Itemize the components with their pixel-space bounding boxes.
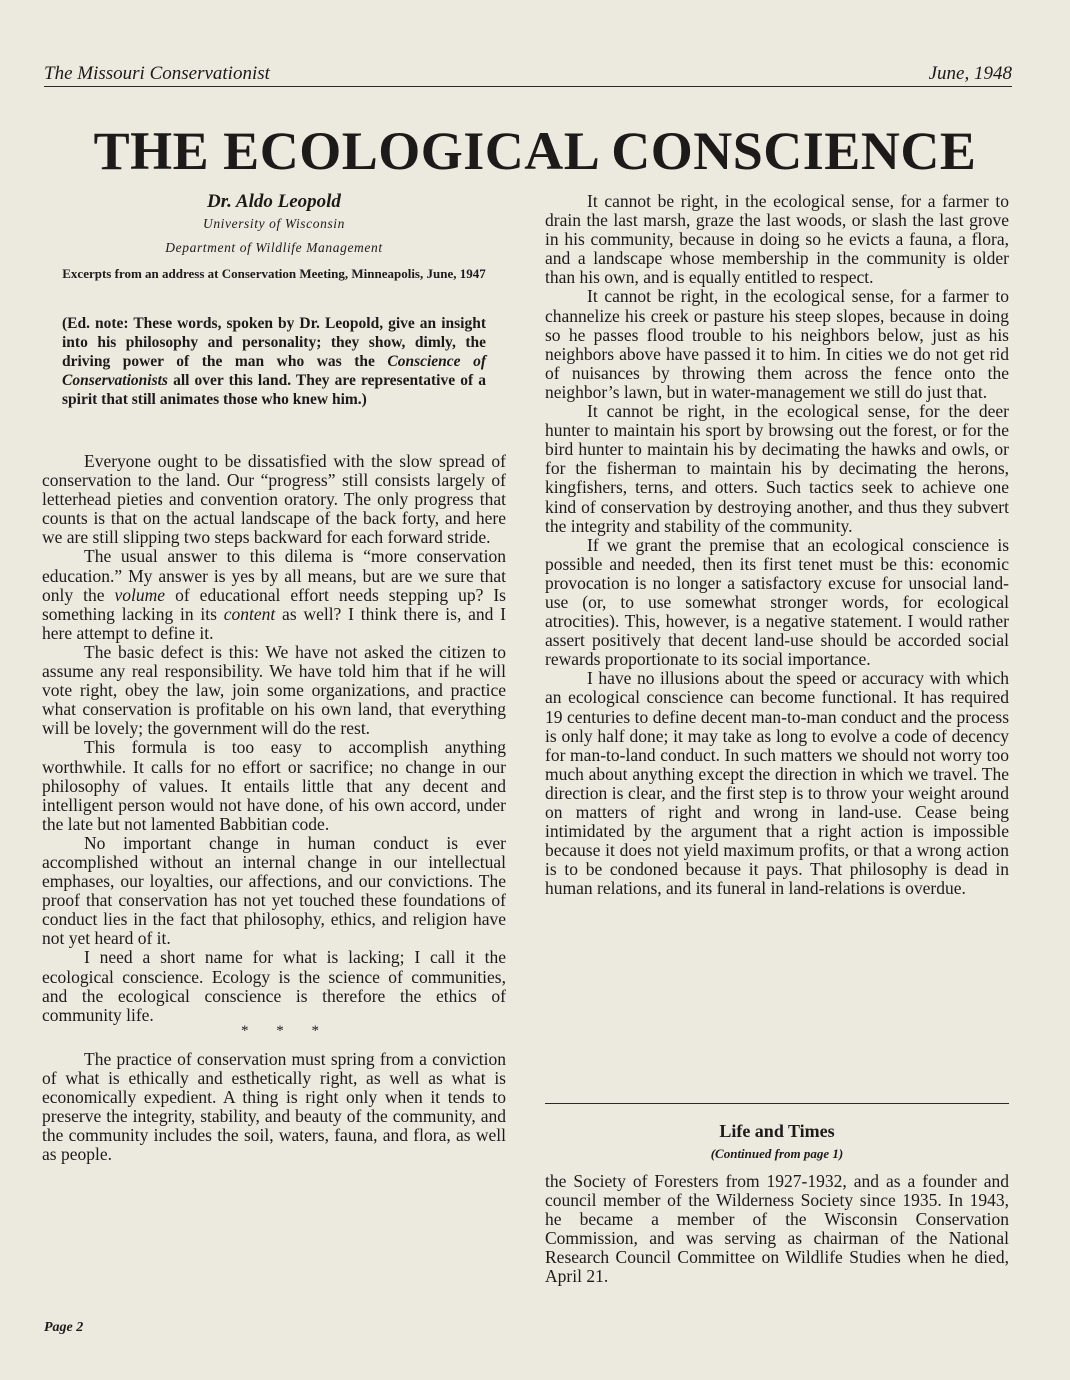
paragraph [42, 547, 506, 642]
byline [42, 190, 506, 282]
paragraph: This formula is too easy to accomplish anything worthwhile. It calls for no effort or sacrifice; no change in our philosophy of values. It entails little that any decent and intelligent person would not have done, of his own accord, under the late but not lamented Babbitian code. [42, 737, 506, 834]
paragraph: the Society of Foresters from 1927-1932, and as a founder and council member of the Wilderness Society since 1935. In 1943, he became a member of the Wisconsin Conservation Commission, and was serving as chairman of the National Research Council Committee on Wildlife Studies when he died, April 21. [545, 1171, 1009, 1287]
paragraph: No important change in human conduct is ever accomplished without an internal change in our intellectual emphases, our loyalties, our affections, and our convictions. The proof that conservation has not yet touched these foundations of conduct lies in the fact that philosophy, ethics, and religion have not yet heard of it. [42, 832, 506, 949]
sidebar-text [545, 1172, 1009, 1287]
editor-note-text [62, 314, 486, 409]
paragraph: The basic defect is this: We have not asked the citizen to assume any real responsibility. We have told him that if he will vote right, obey the law, join some organizations, and practice what conservation is profitable on his own land, that everything will be lovely; the government will do the rest. [42, 641, 506, 739]
paragraph: It cannot be right, in the ecological sense, for a farmer to channelize his creek or pasture his steep slopes, because in doing so he passes flood trouble to his neighbors below, just as his neighbors above have passed it to him. In cities we do not get rid of nuisances by throwing them across the fence onto the neighbor’s lawn, but in water-management we still do just that. [545, 286, 1009, 402]
emphasis-content: content [223, 603, 276, 624]
editor-note-after: all over this land. They are representative of a spirit that still animates those who knew him.) [62, 372, 486, 409]
paragraph: I have no illusions about the speed or accuracy with which an ecological conscience can become functional. It has required 19 centuries to define decent man-to-man conduct and the process is only half done; it may take as long to evolve a code of decency for man-to-land conduct. In such matters we should not worry too much about anything except the direction in which we travel. The direction is clear, and the first step is to throw your weight around on matters of right and wrong in land-use. Cease being intimidated by the argument that a right action is impossible because it does not yield maximum profits, or that a wrong action is to be condoned because it pays. That philosophy is dead in human relations, and its funeral in land-relations is overdue. [545, 668, 1009, 899]
publication-name: The Missouri Conservationist [44, 63, 270, 84]
sidebar-rule [545, 1103, 1009, 1104]
paragraph: It cannot be right, in the ecological sense, for a farmer to drain the last marsh, graze the last woods, or slash the last grove in his community, because in doing so he evicts a fauna, a flora, and a landscape whose membership in the community is older than his own, and is equally entitled to respect. [545, 191, 1009, 288]
paragraph-part: The usual answer to this dilema is “more conservation education.” My answer is yes by all means, but are we sure that only the [42, 546, 506, 605]
editor-note [62, 314, 486, 409]
paragraph: If we grant the premise that an ecological conscience is possible and needed, then its first tenet must be this: economic provocation is no longer a satisfactory excuse for unsocial land-use (or, to use somewhat stronger words, for ecological atrocities). This, however, is a negative statement. I would rather assert positively that decent land-use should be accorded social rewards proportionate to its social importance. [545, 534, 1009, 670]
paragraph: I need a short name for what is lacking; I call it the ecological conscience. Ecology is the science of communities, and the ecological conscience is therefore the ethics of community life. [42, 947, 506, 1025]
paragraph-part: as well? I think there is, and I here attempt to define it. [42, 603, 506, 643]
paragraph: It cannot be right, in the ecological sense, for the deer hunter to maintain his sport by browsing out the forest, or for the bird hunter to maintain his by decimating the hawks and owls, or for the fisherman to maintain his by decimating the herons, kingfishers, terns, and otters. Such tactics seek to achieve one kind of conservation by destroying another, and thus they subvert the integrity and stability of the community. [545, 401, 1009, 536]
article-title: THE ECOLOGICAL CONSCIENCE [93, 121, 977, 181]
sidebar-title: Life and Times [719, 1121, 835, 1141]
paragraph: Everyone ought to be dissatisfied with the slow spread of conservation to the land. Our “progress” still consists largely of letterhead pieties and convention oratory. The only progress that counts is that on the actual landscape of the back forty, and here we are still slipping two steps backward for each forward stride. [42, 451, 506, 548]
editor-note-before: (Ed. note: These words, spoken by Dr. Leopold, give an insight into his philosophy and personality; they show, dimly, the driving power of the man who was the [62, 315, 486, 371]
header-rule [44, 86, 1012, 87]
left-column [42, 452, 506, 1164]
emphasis-volume: volume [114, 584, 166, 605]
editor-note-emphasis: Conscience of Conservationists [62, 353, 486, 390]
paragraph-part: of educational effort needs stepping up? Is something lacking in its [42, 584, 506, 624]
section-divider: * * * [241, 1022, 331, 1039]
paragraph: The practice of conservation must spring from a conviction of what is ethically and esthetically right, as well as what is economically expedient. A thing is right only when it tends to preserve the integrity, stability, and beauty of the community, and the community includes the soil, waters, fauna, and flora, as well as people. [42, 1048, 506, 1165]
page-number: Page 2 [44, 1320, 84, 1335]
excerpt-note: Excerpts from an address at Conservation Meeting, Minneapolis, June, 1947 [62, 266, 486, 281]
author-department: Department of Wildlife Management [165, 240, 383, 255]
author-university: University of Wisconsin [202, 216, 346, 231]
issue-date: June, 1948 [928, 63, 1012, 84]
right-column [545, 192, 1009, 898]
sidebar-continued-note: (Continued from page 1) [710, 1146, 844, 1161]
author-name: Dr. Aldo Leopold [207, 191, 341, 212]
